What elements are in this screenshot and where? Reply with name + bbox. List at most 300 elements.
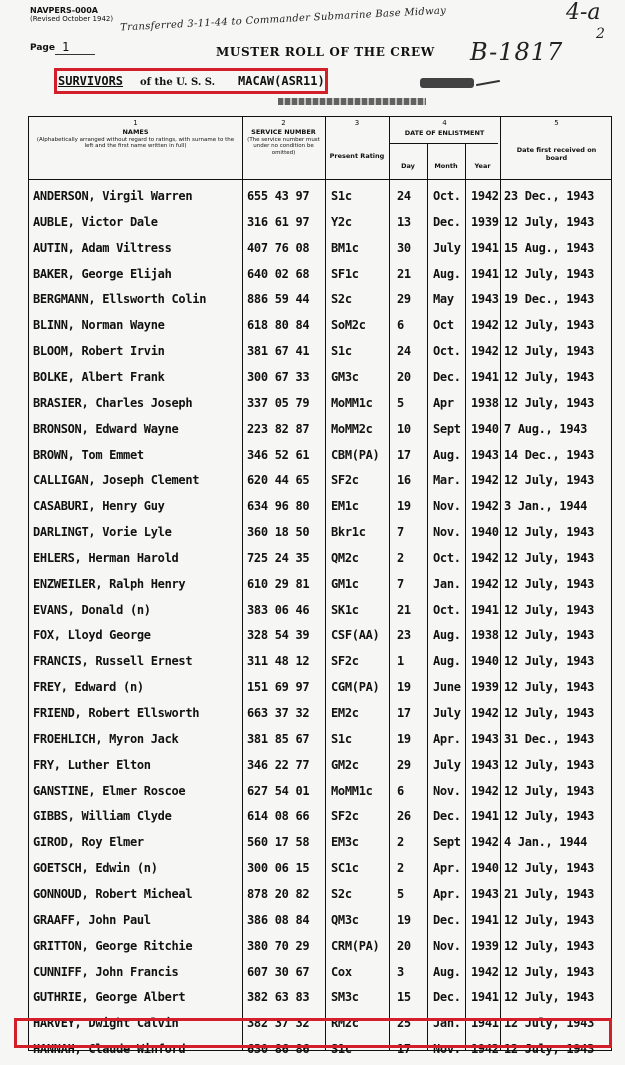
col2-number: 2 <box>281 119 286 127</box>
form-id: NAVPERS-000A <box>30 6 98 15</box>
row-service-number: 381 67 41 <box>247 344 310 359</box>
row-name: CALLIGAN, Joseph Clement <box>33 473 200 488</box>
highlight-box-last-row <box>14 1018 612 1048</box>
row-date-received: 12 July, 1943 <box>504 550 595 565</box>
row-enlist-month: Dec. <box>433 369 461 384</box>
row-service-number: 610 29 81 <box>247 576 310 591</box>
row-date-received: 12 July, 1943 <box>504 1042 595 1057</box>
row-date-received: 21 July, 1943 <box>504 886 595 901</box>
table-row <box>29 235 613 261</box>
handwritten-archive-number: B-1817 <box>470 38 564 66</box>
row-date-received: 12 July, 1943 <box>504 861 595 876</box>
row-enlist-year: 1943 <box>471 447 499 462</box>
row-date-received: 12 July, 1943 <box>504 809 595 824</box>
row-service-number: 223 82 87 <box>247 421 310 436</box>
row-name: BRONSON, Edward Wayne <box>33 421 179 436</box>
row-date-received: 12 July, 1943 <box>504 680 595 695</box>
row-name: FREY, Edward (n) <box>33 680 144 695</box>
row-enlist-day: 5 <box>397 395 404 410</box>
row-enlist-year: 1942 <box>471 1042 499 1057</box>
row-rating: Cox <box>331 964 352 979</box>
row-rating: GM1c <box>331 576 359 591</box>
row-service-number: 383 06 46 <box>247 602 310 617</box>
row-enlist-year: 1941 <box>471 240 499 255</box>
table-row <box>29 209 613 235</box>
row-enlist-day: 17 <box>397 447 411 462</box>
row-rating: CGM(PA) <box>331 680 380 695</box>
row-service-number: 886 59 44 <box>247 292 310 307</box>
row-enlist-day: 29 <box>397 757 411 772</box>
row-enlist-month: Oct. <box>433 189 461 203</box>
table-row <box>29 933 613 959</box>
row-enlist-year: 1942 <box>471 344 499 359</box>
row-enlist-day: 10 <box>397 421 411 436</box>
row-rating: S1c <box>331 189 352 203</box>
row-name: ANDERSON, Virgil Warren <box>33 189 193 203</box>
row-enlist-day: 5 <box>397 886 404 901</box>
row-enlist-year: 1943 <box>471 886 499 901</box>
row-date-received: 31 Dec., 1943 <box>504 731 595 746</box>
table-row <box>29 648 613 674</box>
row-enlist-month: Nov. <box>433 499 461 514</box>
row-rating: S2c <box>331 886 352 901</box>
row-enlist-month: Nov. <box>433 938 461 953</box>
row-service-number: 725 24 35 <box>247 550 310 565</box>
col3-number: 3 <box>354 119 360 127</box>
row-rating: EM2c <box>331 706 359 720</box>
row-name: BROWN, Tom Emmet <box>33 447 144 462</box>
row-date-received: 12 July, 1943 <box>504 473 595 488</box>
row-enlist-month: Aug. <box>433 654 461 669</box>
row-date-received: 12 July, 1943 <box>504 964 595 979</box>
handwritten-corner-number: 4-a <box>566 0 601 25</box>
table-row <box>29 467 613 493</box>
row-enlist-year: 1940 <box>471 654 499 669</box>
row-service-number: 627 54 01 <box>247 783 310 798</box>
row-enlist-year: 1942 <box>471 189 499 203</box>
row-enlist-year: 1942 <box>471 499 499 514</box>
row-name: GIROD, Roy Elmer <box>33 835 144 850</box>
row-enlist-day: 24 <box>397 344 411 359</box>
row-service-number: 634 96 80 <box>247 499 310 514</box>
row-date-received: 23 Dec., 1943 <box>504 189 595 203</box>
row-rating: MoMM2c <box>331 421 373 436</box>
row-name: GONNOUD, Robert Micheal <box>33 886 193 901</box>
col4-header: DATE OF ENLISTMENT <box>404 129 485 137</box>
table-row <box>29 622 613 648</box>
table-row <box>29 907 613 933</box>
row-enlist-year: 1938 <box>471 628 499 643</box>
row-enlist-year: 1942 <box>471 576 499 591</box>
row-enlist-day: 21 <box>397 266 411 281</box>
col4-month: Month <box>434 162 458 170</box>
row-enlist-day: 15 <box>397 990 411 1005</box>
row-name: BLINN, Norman Wayne <box>33 318 165 333</box>
row-enlist-year: 1943 <box>471 292 499 307</box>
table-row <box>29 442 613 468</box>
table-row <box>29 881 613 907</box>
row-rating: SK1c <box>331 602 359 617</box>
row-rating: Bkr1c <box>331 525 366 540</box>
row-enlist-year: 1938 <box>471 395 499 410</box>
row-name: AUTIN, Adam Viltress <box>33 240 172 255</box>
row-enlist-month: Aug. <box>433 266 461 281</box>
row-service-number: 407 76 08 <box>247 240 310 255</box>
row-date-received: 12 July, 1943 <box>504 318 595 333</box>
row-enlist-month: May <box>433 292 454 307</box>
row-service-number: 382 63 83 <box>247 990 310 1005</box>
row-name: GANSTINE, Elmer Roscoe <box>33 783 186 798</box>
row-enlist-month: Oct. <box>433 344 461 359</box>
row-enlist-year: 1941 <box>471 912 499 927</box>
table-row <box>29 286 613 312</box>
row-enlist-year: 1940 <box>471 861 499 876</box>
row-date-received: 12 July, 1943 <box>504 395 595 410</box>
row-enlist-year: 1943 <box>471 731 499 746</box>
row-service-number: 655 43 97 <box>247 189 310 203</box>
row-enlist-month: Dec. <box>433 990 461 1005</box>
row-service-number: 614 08 66 <box>247 809 310 824</box>
row-enlist-year: 1941 <box>471 1016 499 1031</box>
row-service-number: 386 08 84 <box>247 912 310 927</box>
of-uss-label: of the U. S. S. <box>140 77 216 88</box>
row-name: GOETSCH, Edwin (n) <box>33 861 158 876</box>
row-date-received: 12 July, 1943 <box>504 654 595 669</box>
row-enlist-month: Apr. <box>433 731 461 746</box>
row-date-received: 15 Aug., 1943 <box>504 240 595 255</box>
row-enlist-day: 20 <box>397 369 411 384</box>
row-enlist-day: 7 <box>397 576 404 591</box>
row-enlist-year: 1941 <box>471 809 499 824</box>
row-enlist-day: 13 <box>397 214 411 229</box>
table-row <box>29 778 613 804</box>
row-service-number: 560 17 58 <box>247 835 310 850</box>
col3-header: Present Rating <box>329 152 385 160</box>
row-enlist-month: July <box>433 706 461 720</box>
row-enlist-month: Nov. <box>433 525 461 540</box>
col2-note: (The service number must under no condition be omitted) <box>247 136 320 156</box>
page-number-underline <box>55 54 95 55</box>
row-enlist-day: 19 <box>397 499 411 514</box>
row-service-number: 300 67 33 <box>247 369 310 384</box>
row-date-received: 7 Aug., 1943 <box>504 421 588 436</box>
row-service-number: 300 06 15 <box>247 861 310 876</box>
row-enlist-day: 17 <box>397 1042 411 1057</box>
table-row <box>29 416 613 442</box>
row-service-number: 346 52 61 <box>247 447 310 462</box>
row-service-number: 311 48 12 <box>247 654 310 669</box>
row-rating: QM3c <box>331 912 359 927</box>
row-name: GIBBS, William Clyde <box>33 809 172 824</box>
row-rating: CRM(PA) <box>331 938 380 953</box>
row-name: GUTHRIE, George Albert <box>33 990 186 1005</box>
row-name: BAKER, George Elijah <box>33 266 172 281</box>
row-service-number: 328 54 39 <box>247 628 310 643</box>
table-row <box>29 984 613 1010</box>
row-enlist-year: 1943 <box>471 757 499 772</box>
row-rating: S1c <box>331 731 352 746</box>
row-name: FROEHLICH, Myron Jack <box>33 731 179 746</box>
row-enlist-day: 24 <box>397 189 411 203</box>
row-enlist-day: 19 <box>397 680 411 695</box>
row-rating: GM2c <box>331 757 359 772</box>
col5-header: Date first received on board <box>516 146 597 162</box>
handwritten-transfer-note: Transferred 3-11-44 to Commander Submarine Base Midway <box>119 5 447 34</box>
row-enlist-year: 1942 <box>471 783 499 798</box>
row-enlist-day: 6 <box>397 783 404 798</box>
row-enlist-year: 1940 <box>471 421 499 436</box>
row-name: ENZWEILER, Ralph Henry <box>33 576 186 591</box>
row-date-received: 12 July, 1943 <box>504 938 595 953</box>
page-title: MUSTER ROLL OF THE CREW <box>216 45 435 59</box>
row-rating: MoMM1c <box>331 783 373 798</box>
table-row <box>29 183 613 209</box>
row-enlist-month: Aug. <box>433 964 461 979</box>
row-name: CUNNIFF, John Francis <box>33 964 179 979</box>
row-name: DARLINGT, Vorie Lyle <box>33 525 172 540</box>
table-row <box>29 545 613 571</box>
table-row <box>29 571 613 597</box>
row-service-number: 316 61 97 <box>247 214 310 229</box>
row-name: GRAAFF, John Paul <box>33 912 151 927</box>
row-service-number: 607 30 67 <box>247 964 310 979</box>
muster-table <box>28 116 612 1057</box>
row-enlist-year: 1942 <box>471 835 499 850</box>
row-date-received: 12 July, 1943 <box>504 344 595 359</box>
table-row <box>29 338 613 364</box>
row-enlist-month: Dec. <box>433 912 461 927</box>
row-enlist-day: 16 <box>397 473 411 488</box>
row-enlist-day: 6 <box>397 318 404 333</box>
row-enlist-month: Aug. <box>433 447 461 462</box>
row-date-received: 12 July, 1943 <box>504 706 595 720</box>
row-enlist-day: 19 <box>397 912 411 927</box>
row-enlist-month: Jan. <box>433 576 461 591</box>
row-rating: MoMM1c <box>331 395 373 410</box>
row-enlist-year: 1941 <box>471 266 499 281</box>
col5-number: 5 <box>554 119 559 127</box>
table-row <box>29 855 613 881</box>
redaction-stroke <box>476 80 500 86</box>
row-service-number: 640 02 68 <box>247 266 310 281</box>
row-enlist-day: 1 <box>397 654 404 669</box>
row-date-received: 4 Jan., 1944 <box>504 835 588 850</box>
row-enlist-year: 1941 <box>471 990 499 1005</box>
table-row <box>29 959 613 985</box>
row-rating: S2c <box>331 292 352 307</box>
row-date-received: 12 July, 1943 <box>504 602 595 617</box>
col1-note: (Alphabetically arranged without regard to ratings, with surname to the left and the first name written in full) <box>36 136 235 149</box>
row-rating: BM1c <box>331 240 359 255</box>
row-enlist-month: Oct. <box>433 602 461 617</box>
col4-number: 4 <box>442 119 447 127</box>
row-name: FRY, Luther Elton <box>33 757 151 772</box>
row-enlist-month: July <box>433 240 461 255</box>
row-enlist-month: Sept <box>433 835 461 850</box>
row-service-number: 381 85 67 <box>247 731 310 746</box>
row-date-received: 12 July, 1943 <box>504 628 595 643</box>
row-enlist-year: 1942 <box>471 473 499 488</box>
row-name: BRASIER, Charles Joseph <box>33 395 193 410</box>
row-date-received: 12 July, 1943 <box>504 214 595 229</box>
row-enlist-month: Aug. <box>433 628 461 643</box>
row-enlist-month: Mar. <box>433 473 461 488</box>
row-service-number: 151 69 97 <box>247 680 310 695</box>
col4-day: Day <box>401 162 415 170</box>
row-enlist-year: 1939 <box>471 938 499 953</box>
page-number: 1 <box>62 40 70 54</box>
row-enlist-day: 7 <box>397 525 404 540</box>
row-rating: SC1c <box>331 861 359 876</box>
row-name: AUBLE, Victor Dale <box>33 214 158 229</box>
row-name: FOX, Lloyd George <box>33 628 151 643</box>
row-rating: S1c <box>331 344 352 359</box>
col4-year: Year <box>474 162 491 170</box>
row-enlist-year: 1942 <box>471 550 499 565</box>
row-name: HARVEY, Dwight Calvin <box>33 1016 179 1031</box>
row-enlist-day: 17 <box>397 706 411 720</box>
row-rating: SF2c <box>331 473 359 488</box>
table-row <box>29 519 613 545</box>
row-enlist-day: 25 <box>397 1016 411 1031</box>
row-rating: SF1c <box>331 266 359 281</box>
row-service-number: 663 37 32 <box>247 706 310 720</box>
row-rating: RM2c <box>331 1016 359 1031</box>
row-name: FRIEND, Robert Ellsworth <box>33 706 200 720</box>
table-row <box>29 700 613 726</box>
table-row <box>29 829 613 855</box>
row-enlist-day: 19 <box>397 731 411 746</box>
row-enlist-year: 1942 <box>471 706 499 720</box>
row-date-received: 12 July, 1943 <box>504 525 595 540</box>
row-enlist-day: 20 <box>397 938 411 953</box>
table-row <box>29 261 613 287</box>
table-row <box>29 752 613 778</box>
col1-title: NAMES <box>122 128 149 136</box>
row-enlist-year: 1942 <box>471 964 499 979</box>
row-name: EVANS, Donald (n) <box>33 602 151 617</box>
survivors-label: SURVIVORS <box>58 74 124 88</box>
table-row <box>29 364 613 390</box>
row-enlist-day: 2 <box>397 550 404 565</box>
row-enlist-month: Oct <box>433 318 454 333</box>
row-enlist-day: 21 <box>397 602 411 617</box>
row-date-received: 12 July, 1943 <box>504 757 595 772</box>
row-date-received: 12 July, 1943 <box>504 266 595 281</box>
row-enlist-month: Sept <box>433 421 461 436</box>
row-enlist-month: Apr <box>433 395 454 410</box>
row-enlist-day: 30 <box>397 240 411 255</box>
row-name: BOLKE, Albert Frank <box>33 369 165 384</box>
enlistment-subrule <box>389 143 498 144</box>
form-revision: (Revised October 1942) <box>30 15 114 23</box>
row-enlist-year: 1941 <box>471 602 499 617</box>
row-name: HANNAH, Claude Winford <box>33 1042 186 1057</box>
row-rating: QM2c <box>331 550 359 565</box>
row-rating: Y2c <box>331 214 352 229</box>
table-row <box>29 726 613 752</box>
col2-header <box>245 129 322 156</box>
row-date-received: 12 July, 1943 <box>504 576 595 591</box>
row-enlist-month: Jan. <box>433 1016 461 1031</box>
row-rating: EM3c <box>331 835 359 850</box>
row-service-number: 630 86 86 <box>247 1042 310 1057</box>
row-rating: GM3c <box>331 369 359 384</box>
col1-header <box>33 129 238 150</box>
row-enlist-day: 2 <box>397 861 404 876</box>
row-enlist-month: June <box>433 680 461 695</box>
ship-name: MACAW(ASR11) <box>238 74 325 88</box>
row-service-number: 337 05 79 <box>247 395 310 410</box>
row-name: BERGMANN, Ellsworth Colin <box>33 292 207 307</box>
row-date-received: 12 July, 1943 <box>504 1016 595 1031</box>
row-rating: SF2c <box>331 654 359 669</box>
page-label: Page <box>30 43 55 53</box>
row-enlist-month: Apr. <box>433 861 461 876</box>
row-enlist-month: July <box>433 757 461 772</box>
row-service-number: 346 22 77 <box>247 757 310 772</box>
row-enlist-day: 26 <box>397 809 411 824</box>
row-enlist-day: 3 <box>397 964 404 979</box>
row-enlist-day: 29 <box>397 292 411 307</box>
row-enlist-day: 23 <box>397 628 411 643</box>
redaction-line <box>278 98 426 105</box>
col1-number: 1 <box>133 119 138 127</box>
row-date-received: 3 Jan., 1944 <box>504 499 588 514</box>
table-row <box>29 674 613 700</box>
handwritten-corner-sub: 2 <box>596 26 605 42</box>
row-service-number: 360 18 50 <box>247 525 310 540</box>
row-name: EHLERS, Herman Harold <box>33 550 179 565</box>
row-date-received: 12 July, 1943 <box>504 912 595 927</box>
row-service-number: 380 70 29 <box>247 938 310 953</box>
row-enlist-day: 2 <box>397 835 404 850</box>
table-row <box>29 493 613 519</box>
col2-title: SERVICE NUMBER <box>251 128 316 136</box>
row-rating: SoM2c <box>331 318 366 333</box>
row-name: GRITTON, George Ritchie <box>33 938 193 953</box>
table-row <box>29 312 613 338</box>
row-enlist-year: 1940 <box>471 525 499 540</box>
row-enlist-month: Nov. <box>433 783 461 798</box>
row-rating: CBM(PA) <box>331 447 380 462</box>
row-name: BLOOM, Robert Irvin <box>33 344 165 359</box>
row-date-received: 12 July, 1943 <box>504 990 595 1005</box>
row-enlist-month: Nov. <box>433 1042 461 1057</box>
row-service-number: 618 80 84 <box>247 318 310 333</box>
row-date-received: 14 Dec., 1943 <box>504 447 595 462</box>
header-bottom-rule <box>29 179 611 180</box>
row-rating: SF2c <box>331 809 359 824</box>
row-date-received: 12 July, 1943 <box>504 369 595 384</box>
row-enlist-month: Dec. <box>433 214 461 229</box>
row-service-number: 382 37 32 <box>247 1016 310 1031</box>
row-service-number: 878 20 82 <box>247 886 310 901</box>
row-service-number: 620 44 65 <box>247 473 310 488</box>
row-enlist-year: 1939 <box>471 680 499 695</box>
row-rating: S1c <box>331 1042 352 1057</box>
table-row <box>29 390 613 416</box>
row-name: FRANCIS, Russell Ernest <box>33 654 193 669</box>
row-enlist-month: Oct. <box>433 550 461 565</box>
redaction-mark <box>420 78 474 88</box>
row-enlist-year: 1941 <box>471 369 499 384</box>
table-row <box>29 803 613 829</box>
row-enlist-month: Apr. <box>433 886 461 901</box>
row-rating: EM1c <box>331 499 359 514</box>
row-enlist-year: 1939 <box>471 214 499 229</box>
row-name: CASABURI, Henry Guy <box>33 499 165 514</box>
